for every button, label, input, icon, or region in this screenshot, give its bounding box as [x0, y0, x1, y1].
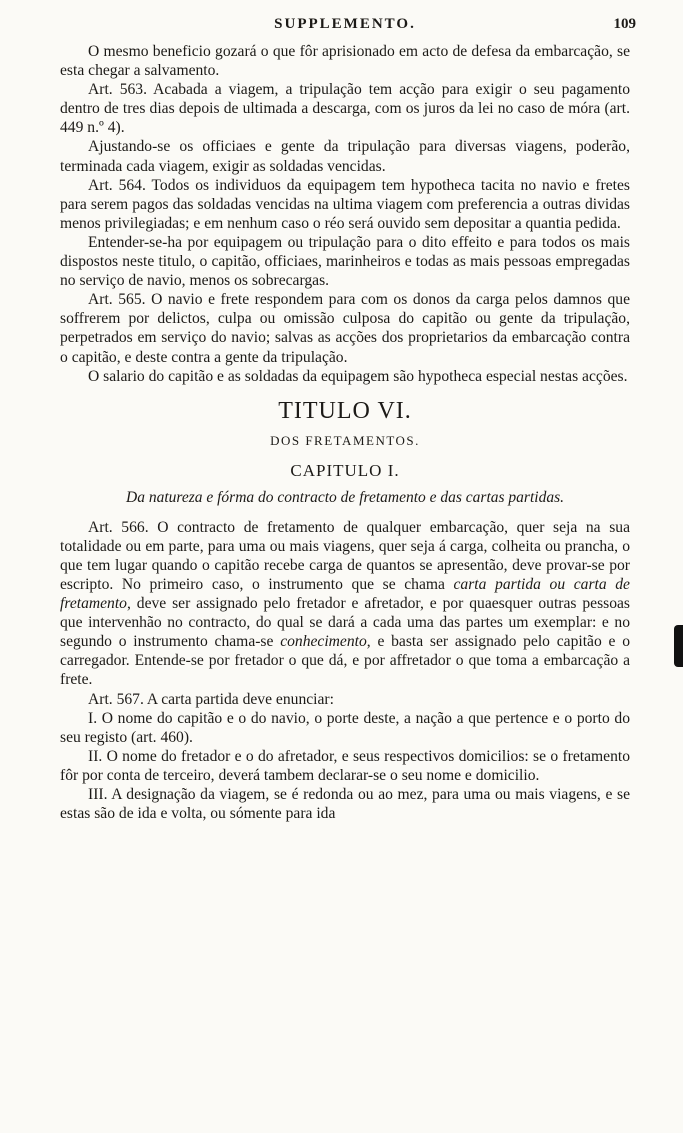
paragraph-art-565: Art. 565. O navio e frete respondem para com os donos da carga pelos damnos que soffrerem por delictos, culpa ou omissão culposa do capitão ou gente da tripulação, perpetrados em serviço do navio; salvas as acções dos proprietarios da embarcação contra o capitão, e deste contra a gente da tripulação.	[60, 291, 630, 366]
art-566-text: , deve ser assignado pelo fretador e afretador, e por quaesquer outras pessoas que intervenhão no contracto, do qual se dará a cada uma das partes um exemplar: e no segundo o instrumento chama-se	[60, 595, 630, 651]
paragraph: Entender-se-ha por equipagem ou tripulação para o dito effeito e para todos os mais dispostos neste titulo, o capitão, officiaes, marinheiros e todas as mais pessoas empregadas no serviço de navio, menos os sobrecargas.	[60, 233, 630, 290]
art-566-text: , e basta ser assignado pelo capitão e o carregador. Entende-se por fretador o que dá, e por affretador o que toma a embarcação a frete.	[60, 633, 630, 689]
paragraph: Ajustando-se os officiaes e gente da tripulação para diversas viagens, poderão, terminada cada viagem, exigir as soldadas vencidas.	[60, 138, 630, 175]
paragraph-art-567: Art. 567. A carta partida deve enunciar:	[88, 690, 334, 708]
list-item: I. O nome do capitão e o do navio, o porte deste, a nação a que pertence e o porto do seu registo (art. 460).	[60, 709, 630, 746]
paragraph-art-564: Art. 564. Todos os individuos da equipagem tem hypotheca tacita no navio e fretes para serem pagos das soldadas vencidas na ultima viagem com preferencia a outras dividas menos privilegiadas; e em nenhum caso o réo será ouvido sem depositar a quantia pedida.	[60, 176, 630, 232]
paragraph: O salario do capitão e as soldadas da equipagem são hypotheca especial nestas acções.	[88, 367, 628, 385]
chapter-title: CAPITULO I.	[290, 460, 400, 480]
ink-blot	[674, 625, 683, 667]
section-one	[60, 42, 630, 386]
list-item: II. O nome do fretador e o do afretador, e seus respectivos domicilios: se o fretamento fôr por conta de terceiro, deverá tambem declarar-se o seu nome e domicilio.	[60, 747, 630, 784]
page-header	[60, 16, 636, 42]
section-title: TITULO VI.	[278, 397, 412, 424]
page-number: 109	[613, 16, 636, 32]
chapter-caption: Da natureza e fórma do contracto de fretamento e das cartas partidas.	[126, 488, 564, 506]
list-item: III. A designação da viagem, se é redonda ou ao mez, para uma ou mais viagens, e se estas são de ida e volta, ou sómente para ida	[60, 786, 630, 823]
paragraph: O mesmo beneficio gozará o que fôr aprisionado em acto de defesa da embarcação, se esta chegar a salvamento.	[60, 43, 630, 80]
document-page	[60, 16, 636, 823]
art-566-italic-term: carta partida ou carta de fretamento	[60, 575, 630, 613]
running-title: SUPPLEMENTO.	[274, 16, 416, 32]
paragraph-art-563: Art. 563. Acabada a viagem, a tripulação tem acção para exigir o seu pagamento dentro de tres dias depois de ultimada a descarga, com os juros da lei no caso de móra (art. 449 n.º 4).	[60, 81, 630, 137]
art-566-italic-term: conhecimento	[280, 633, 367, 651]
paragraph-art-566	[60, 518, 630, 690]
section-two	[60, 518, 630, 824]
section-subtitle: DOS FRETAMENTOS.	[270, 432, 420, 448]
art-566-text: Art. 566. O contracto de fretamento de qualquer embarcação, quer seja na sua totalidade ou em parte, para uma ou mais viagens, quer seja á carga, colheita ou prancha, o que tem lugar quando o capitão recebe carga de quantos se apresentão, deve provar-se por escripto. No primeiro caso, o instrumento que se chama	[60, 518, 630, 593]
